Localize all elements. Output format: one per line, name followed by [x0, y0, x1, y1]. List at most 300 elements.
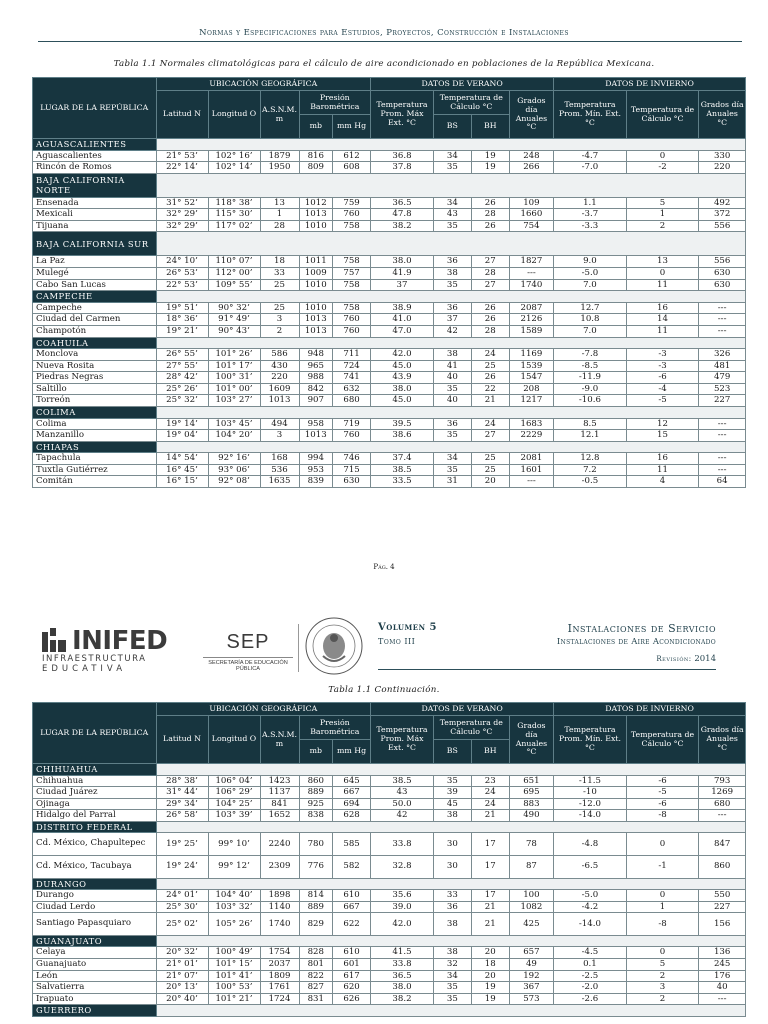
col-header-presion: Presión Barométrica	[299, 716, 371, 740]
table-row	[33, 982, 746, 994]
table-cell: ---	[699, 993, 746, 1005]
table-cell: 1589	[509, 325, 553, 337]
table-cell: 32.8	[371, 855, 434, 878]
table-cell: 5	[626, 197, 699, 209]
location-name: Tijuana	[33, 220, 157, 232]
table-cell: 0	[626, 833, 699, 856]
table-cell: 536	[260, 464, 299, 476]
table-cell: 1137	[260, 787, 299, 799]
table-cell: 101° 15’	[208, 958, 260, 970]
table-row	[33, 787, 746, 799]
table-cell: 776	[299, 855, 333, 878]
table-cell: 889	[299, 901, 333, 913]
table-cell: 109	[509, 197, 553, 209]
table-cell: 0.1	[554, 958, 627, 970]
table-cell: 2	[626, 970, 699, 982]
table-cell: 40	[433, 372, 471, 384]
table-row	[33, 947, 746, 959]
revision-value: 2014	[694, 654, 716, 664]
state-name: DISTRITO FEDERAL	[33, 821, 157, 833]
table-cell: 490	[509, 810, 553, 822]
table-cell: 667	[333, 787, 371, 799]
table-cell: 2	[626, 993, 699, 1005]
table-cell: 19° 24’	[156, 855, 208, 878]
table-cell: 104° 25’	[208, 798, 260, 810]
table-cell: 33.8	[371, 958, 434, 970]
table-cell: 45.0	[371, 360, 434, 372]
table-cell: 18	[260, 256, 299, 268]
state-row	[33, 232, 746, 256]
state-name: BAJA CALIFORNIA SUR	[33, 232, 157, 256]
table-row	[33, 209, 746, 221]
location-name: Guanajuato	[33, 958, 157, 970]
table-cell: 809	[299, 162, 333, 174]
inifed-subtitle-1: INFRAESTRUCTURA	[42, 654, 147, 664]
table-cell: 16	[626, 453, 699, 465]
table-cell: 27° 55’	[156, 360, 208, 372]
table-row	[33, 220, 746, 232]
table-cell: 41.0	[371, 314, 434, 326]
table-cell: 99° 10’	[208, 833, 260, 856]
col-header-latitud: Latitud N	[156, 91, 208, 139]
table-cell: 38.6	[371, 430, 434, 442]
table-cell: 15	[626, 430, 699, 442]
col-header-lugar: LUGAR DE LA REPÚBLICA	[33, 78, 157, 139]
col-header-asnm: A.S.N.M. m	[260, 91, 299, 139]
table-cell: 102° 14’	[208, 162, 260, 174]
col-header-ubicacion: UBICACIÓN GEOGRÁFICA	[156, 703, 371, 716]
table-cell: 0	[626, 890, 699, 902]
table-cell: 26° 53’	[156, 268, 208, 280]
table-cell: 112° 00’	[208, 268, 260, 280]
table-row	[33, 913, 746, 936]
table-cell: -3.7	[554, 209, 627, 221]
table-cell: 994	[299, 453, 333, 465]
table-cell: 27	[471, 279, 509, 291]
table-cell: 21	[471, 901, 509, 913]
col-header-bh: BH	[471, 115, 509, 139]
table-cell: 20° 13’	[156, 982, 208, 994]
table-cell: 760	[333, 430, 371, 442]
table-cell: -10.6	[554, 395, 627, 407]
table-cell: 481	[699, 360, 746, 372]
col-header-verano: DATOS DE VERANO	[371, 703, 554, 716]
col-header-mb: mb	[299, 740, 333, 764]
table-cell: 883	[509, 798, 553, 810]
table-cell: 38.9	[371, 302, 434, 314]
table-cell: 103° 39’	[208, 810, 260, 822]
table-cell: 816	[299, 150, 333, 162]
table-cell: 372	[699, 209, 746, 221]
state-row-fill	[156, 337, 746, 349]
table-cell: 40	[699, 982, 746, 994]
table-cell: -11.5	[554, 775, 627, 787]
national-seal-icon	[304, 616, 364, 676]
table-body	[33, 139, 746, 488]
location-name: Torreón	[33, 395, 157, 407]
table-cell: 1	[260, 209, 299, 221]
table-cell: 110° 07’	[208, 256, 260, 268]
table-cell: -2	[626, 162, 699, 174]
table-cell: -6.5	[554, 855, 627, 878]
table-cell: 23	[471, 775, 509, 787]
table-cell: 34	[433, 197, 471, 209]
table-cell: 822	[299, 970, 333, 982]
table-cell: 36.5	[371, 970, 434, 982]
table-row	[33, 453, 746, 465]
table-cell: 1010	[299, 302, 333, 314]
table-cell: -4.2	[554, 901, 627, 913]
table-row	[33, 383, 746, 395]
table-cell: 32° 29’	[156, 220, 208, 232]
table-cell: 1	[626, 901, 699, 913]
table-row	[33, 958, 746, 970]
table-cell: 26	[471, 197, 509, 209]
table-cell: 99° 12’	[208, 855, 260, 878]
table-cell: 25	[471, 453, 509, 465]
table-cell: 100° 53’	[208, 982, 260, 994]
table-cell: 617	[333, 970, 371, 982]
section-subtitle: Instalaciones de Aire Acondicionado	[556, 637, 716, 647]
table-cell: 26	[471, 302, 509, 314]
table-cell: 1010	[299, 279, 333, 291]
location-name: Cd. México, Tacubaya	[33, 855, 157, 878]
table-cell: 19	[471, 993, 509, 1005]
table-cell: -2.0	[554, 982, 627, 994]
col-header-longitud: Longitud O	[208, 716, 260, 764]
table-cell: 657	[509, 947, 553, 959]
state-row-fill	[156, 878, 746, 890]
table-cell: 38.5	[371, 775, 434, 787]
table-cell: 36	[433, 901, 471, 913]
table-cell: 1140	[260, 901, 299, 913]
state-name: COAHUILA	[33, 337, 157, 349]
table-cell: 47.8	[371, 209, 434, 221]
table-cell: 24	[471, 418, 509, 430]
table-cell: 33	[433, 890, 471, 902]
table-cell: 26° 55’	[156, 349, 208, 361]
table-cell: -4.5	[554, 947, 627, 959]
table-cell: 573	[509, 993, 553, 1005]
state-row	[33, 337, 746, 349]
table-row	[33, 162, 746, 174]
table-cell: 19° 21’	[156, 325, 208, 337]
table-cell: 34	[433, 150, 471, 162]
table-cell: 37.4	[371, 453, 434, 465]
table-cell: 7.2	[554, 464, 627, 476]
table-cell: 102° 16’	[208, 150, 260, 162]
table-row	[33, 314, 746, 326]
table-cell: 1879	[260, 150, 299, 162]
table-cell: 103° 27’	[208, 395, 260, 407]
col-header-temp-min: Temperatura Prom. Mín. Ext. °C	[554, 716, 627, 764]
table-cell: 2	[260, 325, 299, 337]
table-cell: 21	[471, 395, 509, 407]
table-cell: 192	[509, 970, 553, 982]
table-cell: 35	[433, 162, 471, 174]
table-cell: 0	[626, 150, 699, 162]
table-header	[33, 703, 746, 764]
table-cell: 948	[299, 349, 333, 361]
table-cell: 1609	[260, 383, 299, 395]
state-name: BAJA CALIFORNIA NORTE	[33, 173, 157, 197]
table-cell: 1761	[260, 982, 299, 994]
revision	[656, 654, 716, 664]
table-cell: 136	[699, 947, 746, 959]
table-cell: 103° 45’	[208, 418, 260, 430]
table-cell: 25	[471, 464, 509, 476]
col-header-lugar: LUGAR DE LA REPÚBLICA	[33, 703, 157, 764]
col-header-grados-dia-verano: Grados día Anuales °C	[509, 716, 553, 764]
location-name: Nueva Rosita	[33, 360, 157, 372]
table-cell: 35.6	[371, 890, 434, 902]
table-cell: 3	[260, 314, 299, 326]
inifed-logo	[40, 624, 168, 674]
table-cell: 958	[299, 418, 333, 430]
state-row	[33, 1005, 746, 1017]
col-header-bh: BH	[471, 740, 509, 764]
table-row	[33, 279, 746, 291]
table-cell: -8	[626, 810, 699, 822]
table-cell: 43	[433, 209, 471, 221]
table-cell: 14° 54’	[156, 453, 208, 465]
col-header-mmhg: mm Hg	[333, 740, 371, 764]
table-cell: 27	[471, 430, 509, 442]
col-header-longitud: Longitud O	[208, 91, 260, 139]
table-cell: 156	[699, 913, 746, 936]
table-cell: 1809	[260, 970, 299, 982]
table-cell: 37	[371, 279, 434, 291]
table-cell: 19	[471, 150, 509, 162]
table-cell: 35	[433, 220, 471, 232]
table-cell: 30	[433, 833, 471, 856]
table-cell: 28	[260, 220, 299, 232]
table-cell: 101° 26’	[208, 349, 260, 361]
table-cell: 827	[299, 982, 333, 994]
col-header-temp-max: Temperatura Prom. Máx Ext. °C	[371, 91, 434, 139]
table-cell: 38.0	[371, 982, 434, 994]
table-cell: 17	[471, 890, 509, 902]
table-row	[33, 810, 746, 822]
table-cell: 64	[699, 476, 746, 488]
table-cell: 741	[333, 372, 371, 384]
table-cell: 21° 01’	[156, 958, 208, 970]
location-name: Comitán	[33, 476, 157, 488]
table-cell: 25° 02’	[156, 913, 208, 936]
tomo-label: Tomo III	[378, 637, 416, 646]
table-cell: 1	[626, 209, 699, 221]
table-cell: 20° 32’	[156, 947, 208, 959]
col-header-temp-calc-verano: Temperatura de Cálculo °C	[433, 91, 509, 115]
table-cell: 14	[626, 314, 699, 326]
table-cell: -3	[626, 349, 699, 361]
location-name: Santiago Papasquiaro	[33, 913, 157, 936]
table-row	[33, 855, 746, 878]
state-row-fill	[156, 291, 746, 303]
state-name: GUANAJUATO	[33, 935, 157, 947]
state-name: CHIHUAHUA	[33, 764, 157, 776]
table-cell: 41	[433, 360, 471, 372]
table-cell: 41.5	[371, 947, 434, 959]
table-cell: 2309	[260, 855, 299, 878]
table-cell: 106° 04’	[208, 775, 260, 787]
table-cell: 680	[699, 798, 746, 810]
table-cell: 0	[626, 947, 699, 959]
table-cell: -3.3	[554, 220, 627, 232]
table-cell: 1740	[509, 279, 553, 291]
location-name: Cd. México, Chapultepec	[33, 833, 157, 856]
table-cell: 22	[471, 383, 509, 395]
table-cell: 24	[471, 349, 509, 361]
col-header-grados-dia-invierno: Grados día Anuales °C	[699, 716, 746, 764]
table-cell: -4.8	[554, 833, 627, 856]
state-row-fill	[156, 821, 746, 833]
table-cell: 176	[699, 970, 746, 982]
col-header-bs: BS	[433, 115, 471, 139]
table-cell: 988	[299, 372, 333, 384]
location-name: Ciudad Lerdo	[33, 901, 157, 913]
table-cell: 92° 16’	[208, 453, 260, 465]
location-name: Rincón de Romos	[33, 162, 157, 174]
table-row	[33, 798, 746, 810]
table-cell: 838	[299, 810, 333, 822]
table-cell: 36	[433, 418, 471, 430]
location-name: Tuxtla Gutiérrez	[33, 464, 157, 476]
table-row	[33, 302, 746, 314]
location-name: Irapuato	[33, 993, 157, 1005]
table-cell: 27	[471, 256, 509, 268]
location-name: Champotón	[33, 325, 157, 337]
state-name: AGUASCALIENTES	[33, 139, 157, 151]
table-cell: -14.0	[554, 810, 627, 822]
table-cell: 28° 42’	[156, 372, 208, 384]
table-cell: 101° 41’	[208, 970, 260, 982]
table-cell: 760	[333, 314, 371, 326]
table-cell: 622	[333, 913, 371, 936]
table-cell: 25	[260, 279, 299, 291]
table-cell: 953	[299, 464, 333, 476]
table-cell: 626	[333, 993, 371, 1005]
table-cell: 25° 26’	[156, 383, 208, 395]
col-header-temp-max: Temperatura Prom. Máx Ext. °C	[371, 716, 434, 764]
table-cell: 754	[509, 220, 553, 232]
table-row	[33, 464, 746, 476]
table-cell: 101° 17’	[208, 360, 260, 372]
table-cell: 13	[626, 256, 699, 268]
section-title: Instalaciones de Servicio	[567, 622, 716, 635]
table-cell: 1423	[260, 775, 299, 787]
table-cell: 101° 00’	[208, 383, 260, 395]
table-cell: 38	[433, 947, 471, 959]
table-cell: 28	[471, 209, 509, 221]
table-cell: -7.8	[554, 349, 627, 361]
table-row	[33, 418, 746, 430]
table-cell: 39.0	[371, 901, 434, 913]
table-cell: 26	[471, 220, 509, 232]
running-head: Normas y Especificaciones para Estudios, Proyectos, Construcción e Instalaciones	[199, 28, 569, 38]
table-cell: 42	[371, 810, 434, 822]
table-cell: 104° 40’	[208, 890, 260, 902]
table-row	[33, 890, 746, 902]
table-cell: 367	[509, 982, 553, 994]
inifed-mark-icon	[40, 626, 70, 654]
state-row	[33, 441, 746, 453]
table-cell: 43.9	[371, 372, 434, 384]
table-cell: 33.5	[371, 476, 434, 488]
table-cell: 91° 49’	[208, 314, 260, 326]
table-cell: 24	[471, 798, 509, 810]
table-cell: 556	[699, 256, 746, 268]
table-row	[33, 325, 746, 337]
table-row	[33, 395, 746, 407]
revision-label: Revisión:	[656, 655, 692, 663]
table-cell: 37.8	[371, 162, 434, 174]
table-cell: 20	[471, 476, 509, 488]
table-cell: 586	[260, 349, 299, 361]
table-cell: 7.0	[554, 279, 627, 291]
volume-label: Volumen 5	[378, 622, 437, 633]
table-cell: ---	[509, 476, 553, 488]
table-cell: 479	[699, 372, 746, 384]
table-cell: 828	[299, 947, 333, 959]
table-row	[33, 372, 746, 384]
table-cell: 105° 26’	[208, 913, 260, 936]
col-header-bs: BS	[433, 740, 471, 764]
location-name: Saltillo	[33, 383, 157, 395]
table-cell: -6	[626, 798, 699, 810]
table-cell: -3	[626, 360, 699, 372]
table-cell: 724	[333, 360, 371, 372]
state-name: CHIAPAS	[33, 441, 157, 453]
table-cell: 19° 51’	[156, 302, 208, 314]
table-cell: 22° 53’	[156, 279, 208, 291]
location-name: Monclova	[33, 349, 157, 361]
table-cell: 582	[333, 855, 371, 878]
table-cell: 760	[333, 209, 371, 221]
table-cell: 12.8	[554, 453, 627, 465]
table-cell: -7.0	[554, 162, 627, 174]
table-cell: 492	[699, 197, 746, 209]
table-cell: 38.5	[371, 464, 434, 476]
col-header-grados-dia-verano: Grados día Anuales °C	[509, 91, 553, 139]
table-cell: ---	[699, 430, 746, 442]
table-cell: 1827	[509, 256, 553, 268]
table-cell: 41.9	[371, 268, 434, 280]
table-cell: 11	[626, 325, 699, 337]
table-cell: 715	[333, 464, 371, 476]
table-header	[33, 78, 746, 139]
table-cell: -5.0	[554, 268, 627, 280]
table-cell: ---	[699, 302, 746, 314]
sep-wordmark: SEP	[226, 631, 270, 653]
table-cell: 760	[333, 325, 371, 337]
table-cell: 28	[471, 325, 509, 337]
table-cell: 35	[433, 279, 471, 291]
location-name: Aguascalientes	[33, 150, 157, 162]
table-cell: 829	[299, 913, 333, 936]
table-cell: 100	[509, 890, 553, 902]
table-cell: 695	[509, 787, 553, 799]
table-cell: 1740	[260, 913, 299, 936]
table-cell: 40	[433, 395, 471, 407]
table-cell: 21	[471, 810, 509, 822]
table-cell: 43	[371, 787, 434, 799]
table-cell: 860	[699, 855, 746, 878]
table-cell: 93° 06’	[208, 464, 260, 476]
table-cell: 12	[626, 418, 699, 430]
table-cell: 248	[509, 150, 553, 162]
table-cell: 30	[433, 855, 471, 878]
